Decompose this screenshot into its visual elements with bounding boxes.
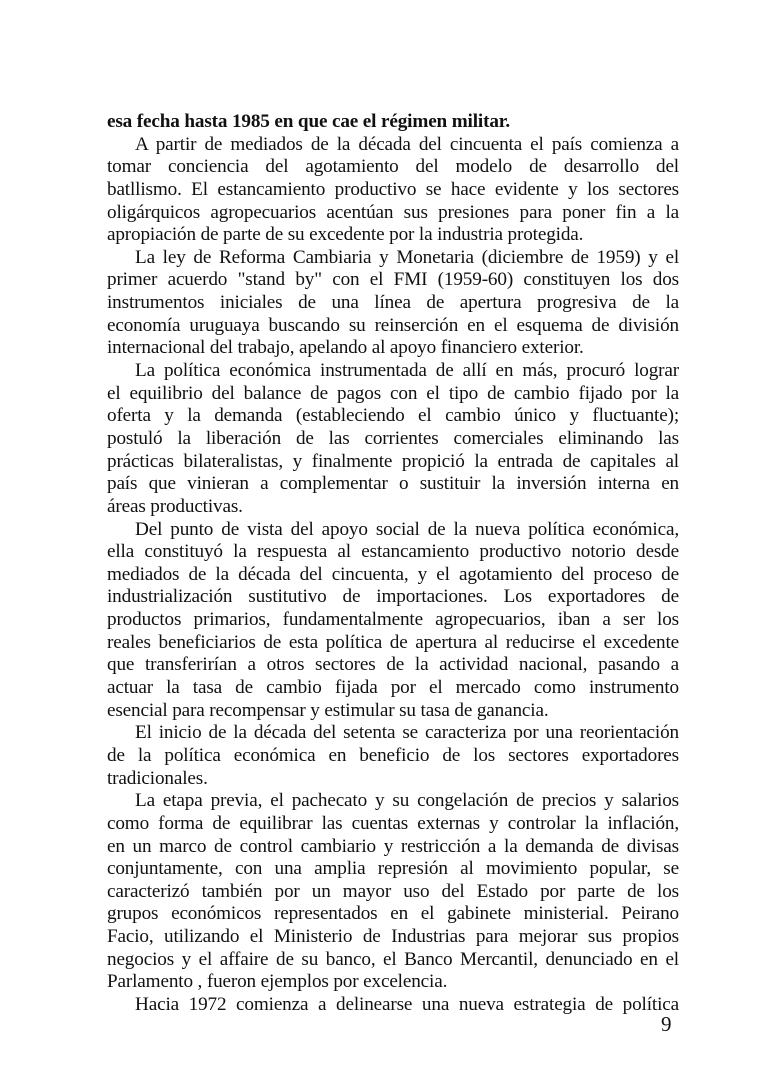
text-line: actuar la tasa de cambio fijada por el mercado como instrumento [107, 677, 679, 699]
text-line: de la política económica en beneficio de los sectores exportadores [107, 744, 679, 766]
text-line: que transferirían a otros sectores de la actividad nacional, pasando a [107, 654, 679, 676]
text-line: La ley de Reforma Cambiaria y Monetaria (diciembre de 1959) y el [135, 246, 679, 268]
text-line: primer acuerdo "stand by" con el FMI (1959-60) constituyen los dos [107, 269, 679, 291]
text-line: oligárquicos agropecuarios acentúan sus presiones para poner fin a la [107, 201, 679, 223]
text-line: apropiación de parte de su excedente por la industria protegida. [107, 224, 584, 246]
paragraph-economic-policy [107, 360, 679, 518]
paragraph-social-support [107, 519, 679, 723]
paragraph-continuation [107, 111, 679, 134]
text-line: conjuntamente, con una amplia represión al movimiento popular, se [107, 858, 679, 880]
text-line: batllismo. El estancamiento productivo se hace evidente y los sectores [107, 178, 679, 200]
text-line: mediados de la década del cincuenta, y el agotamiento del proceso de [107, 563, 679, 585]
text-line: Del punto de vista del apoyo social de la nueva política económica, [135, 518, 679, 540]
page-number: 9 [661, 1012, 672, 1036]
text-line: economía uruguaya buscando su reinserción en el esquema de división [107, 314, 679, 336]
text-line: internacional del trabajo, apelando al apoyo financiero exterior. [107, 337, 584, 359]
text-line: en un marco de control cambiario y restricción a la demanda de divisas [107, 835, 679, 857]
text-line: Parlamento , fueron ejemplos por excelencia. [107, 971, 448, 993]
text-line: oferta y la demanda (estableciendo el cambio único y fluctuante); [107, 405, 679, 427]
text-line: como forma de equilibrar las cuentas externas y controlar la inflación, [107, 812, 679, 834]
text-line: tomar conciencia del agotamiento del modelo de desarrollo del [107, 156, 679, 178]
text-line: esencial para recompensar y estimular su tasa de ganancia. [107, 699, 549, 721]
text-line: ella constituyó la respuesta al estancamiento productivo notorio desde [107, 541, 679, 563]
text-line: instrumentos iniciales de una línea de apertura progresiva de la [107, 292, 679, 314]
paragraph-seventies-reorientation [107, 722, 679, 790]
text-line: industrialización sustitutivo de importaciones. Los exportadores de [107, 586, 679, 608]
text-line: Facio, utilizando el Ministerio de Industrias para mejorar sus propios [107, 926, 679, 948]
text-line: tradicionales. [107, 767, 208, 789]
text-line: reales beneficiarios de esta política de apertura al reducirse el excedente [107, 631, 679, 653]
document-body [107, 111, 679, 1017]
text-line: esa fecha hasta 1985 en que cae el régimen militar. [107, 111, 511, 132]
text-line: caracterizó también por un mayor uso del Estado por parte de los [107, 880, 679, 902]
text-line: país que vinieran a complementar o sustituir la inversión interna en [107, 473, 679, 495]
paragraph-1972-strategy [107, 994, 679, 1017]
text-line: A partir de mediados de la década del cincuenta el país comienza a [135, 133, 679, 155]
text-line: productos primarios, fundamentalmente agropecuarios, iban a ser los [107, 609, 679, 631]
text-line: postuló la liberación de las corrientes comerciales eliminando las [107, 427, 679, 449]
text-line: La política económica instrumentada de allí en más, procuró lograr [135, 360, 679, 382]
text-line: el equilibrio del balance de pagos con el tipo de cambio fijado por la [107, 382, 679, 404]
paragraph-pachecato [107, 790, 679, 994]
text-line: grupos económicos representados en el gabinete ministerial. Peirano [107, 903, 679, 925]
text-line: El inicio de la década del setenta se caracteriza por una reorientación [135, 722, 679, 744]
paragraph-batllismo-exhaustion [107, 134, 679, 247]
paragraph-exchange-reform [107, 247, 679, 360]
text-line: Hacia 1972 comienza a delinearse una nueva estrategia de política [135, 993, 679, 1015]
text-line: áreas productivas. [107, 495, 243, 517]
text-line: prácticas bilateralistas, y finalmente propició la entrada de capitales al [107, 450, 679, 472]
text-line: La etapa previa, el pachecato y su congelación de precios y salarios [135, 790, 679, 812]
text-line: negocios y el affaire de su banco, el Banco Mercantil, denunciado en el [107, 948, 679, 970]
